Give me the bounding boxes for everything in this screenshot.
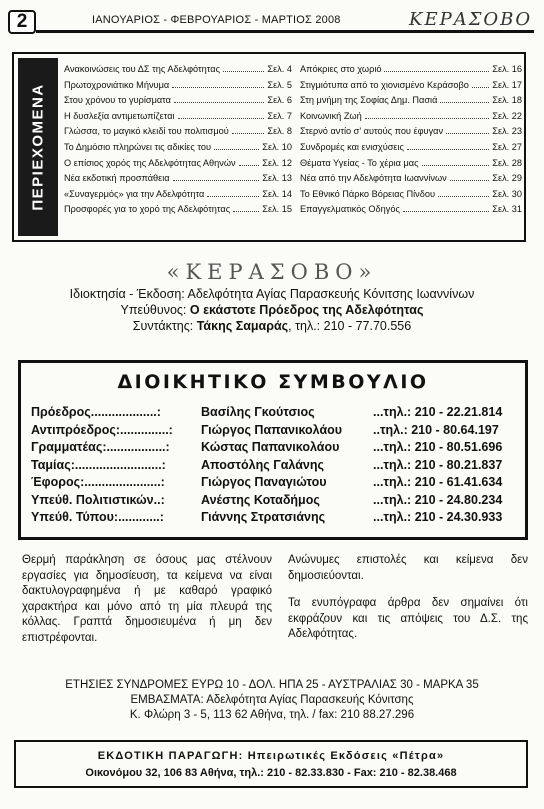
toc-leader-dots <box>233 211 259 212</box>
toc-leader-dots <box>407 149 489 150</box>
responsible-line <box>0 302 544 318</box>
toc-entry-title: Πρωτοχρονιάτικο Μήνυμα <box>64 79 170 90</box>
toc-entry-title: Θέματα Υγείας - Το χέρια μας <box>300 157 419 168</box>
production-address: Οικονόμου 32, 106 83 Αθήνα, τηλ.: 210 - 82.33.830 - Fax: 210 - 82.38.468 <box>85 767 457 779</box>
contents-heading: ΠΕΡΙΕΧΟΜΕΝΑ <box>29 83 47 211</box>
policy-notice <box>288 553 528 655</box>
toc-entry-title: Νέα από την Αδελφότητα Ιωαννίνων <box>300 173 447 184</box>
board-member-row <box>31 493 515 511</box>
board-member-name: Γιάννης Στρατσιάνης <box>201 510 326 524</box>
toc-entry-page: Σελ. 6 <box>267 95 292 106</box>
board-member-role: Υπεύθ. Πολιτιστικών..: <box>31 492 165 507</box>
submission-notice-text: Θερμή παράκληση σε όσους μας στέλνουν εργασίες για δημοσίευση, τα κείμενα να είναι δακτυλογραφημένα ή με καθαρό γραφικό χαρακτήρα και μόνο από τη μία πλευρά της κόλλας. Γραπτά δημοσιευμένα ή μη δεν επιστρέφονται. <box>22 554 272 644</box>
board-member-phone: ...τηλ.: 210 - 80.21.837 <box>373 457 503 472</box>
header-rule <box>36 30 534 33</box>
toc-entry-page: Σελ. 31 <box>492 204 522 215</box>
toc-leader-dots <box>174 102 264 103</box>
toc-leader-dots <box>403 211 489 212</box>
toc-leader-dots <box>207 196 259 197</box>
contents-heading-tab <box>18 58 58 236</box>
toc-entry-title: Ο επίσιος χορός της Αδελφότητας Αθηνών <box>64 157 236 168</box>
board-member-row <box>31 475 515 493</box>
toc-entry-page: Σελ. 10 <box>262 141 292 152</box>
newsletter-title: ΚΕΡΑΣΟΒΟ <box>406 9 535 30</box>
toc-entry-page: Σελ. 15 <box>262 204 292 215</box>
toc-entry <box>64 111 292 127</box>
toc-entry <box>300 111 522 127</box>
board-member-name: Κώστας Παπανικολάου <box>201 440 340 454</box>
board-member-name: Γιώργος Παπανικολάου <box>201 422 343 437</box>
board-title: ΔΙΟΙΚΗΤΙΚΟ ΣΥΜΒΟΥΛΙΟ <box>117 371 429 393</box>
toc-entry-title: Προσφορές για το χορό της Αδελφότητας <box>64 204 231 215</box>
toc-entry-title: Νέα εκδοτική προσπάθεια <box>64 173 170 184</box>
editor-phone: , τηλ.: 210 - 77.70.556 <box>288 319 412 333</box>
toc-leader-dots <box>446 133 489 134</box>
toc-entry <box>64 95 292 111</box>
subscription-rates: ΕΤΗΣΙΕΣ ΣΥΝΔΡΟΜΕΣ ΕΥΡΩ 10 - ΔΟΛ. ΗΠΑ 25 - ΑΥΣΤΡΑΛΙΑΣ 30 - ΜΑΡΚΑ 35 <box>65 679 479 691</box>
toc-entry-title: Γλώσσα, το μαγικό κλειδί του πολιτισμού <box>64 126 229 137</box>
toc-entry-page: Σελ. 14 <box>262 188 292 199</box>
board-member-phone: ...τηλ.: 210 - 80.51.696 <box>373 440 503 454</box>
toc-entry-title: Το Εθνικό Πάρκο Βόρειας Πίνδου <box>300 188 436 199</box>
board-member-role: Έφορος:......................: <box>31 475 165 489</box>
toc-leader-dots <box>239 165 260 166</box>
board-member-role: Υπεύθ. Τύπου:............: <box>31 510 164 524</box>
toc-entry-title: Στη μνήμη της Σοφίας Δημ. Πασιά <box>300 95 438 106</box>
toc-entry-page: Σελ. 22 <box>492 110 522 121</box>
editor-line <box>0 318 544 334</box>
table-of-contents <box>12 52 526 242</box>
toc-entry-title: Συνδρομές και ενισχύσεις <box>300 141 404 152</box>
responsible-value: Ο εκάστοτε Πρόεδρος της Αδελφότητας <box>189 303 424 317</box>
toc-entry-title: Ανακοινώσεις του ΔΣ της Αδελφότητας <box>64 64 220 74</box>
toc-entry <box>64 158 292 174</box>
toc-entry-page: Σελ. 8 <box>267 126 292 137</box>
page-header <box>6 8 538 38</box>
toc-leader-dots <box>365 118 490 119</box>
toc-entry <box>300 80 522 96</box>
toc-entry-title: Το Δημόσιο πληρώνει τις αδικίες του <box>64 141 211 152</box>
board-member-role: Αντιπρόεδρος:..............: <box>31 422 173 437</box>
board-member-name: Γιώργος Παναγιώτου <box>201 475 327 489</box>
toc-entry <box>300 95 522 111</box>
toc-entry-title: Στιγμιότυπα από το χιονισμένο Κεράσοβο <box>300 79 469 90</box>
board-member-phone: ...τηλ.: 210 - 24.30.933 <box>373 510 503 524</box>
toc-entry <box>300 158 522 174</box>
toc-entry-page: Σελ. 23 <box>492 126 522 137</box>
toc-entry-page: Σελ. 5 <box>267 79 292 90</box>
toc-leader-dots <box>223 71 264 72</box>
masthead-logo: «ΚΕΡΑΣΟΒΟ» <box>166 260 378 284</box>
toc-entry <box>300 173 522 189</box>
toc-entry-title: Απόκριες στο χωριό <box>300 64 382 74</box>
toc-entry <box>300 126 522 142</box>
board-member-row <box>31 405 515 423</box>
board-of-directors <box>18 360 528 540</box>
toc-entry-page: Σελ. 7 <box>267 110 292 121</box>
toc-entry-title: Επαγγελματικός Οδηγός <box>300 204 400 215</box>
toc-entry-title: Στερνό αντίο σ' αυτούς που έφυγαν <box>300 126 444 137</box>
ownership-line: Ιδιοκτησία - Έκδοση: Αδελφότητα Αγίας Παρασκευής Κόνιτσης Ιωαννίνων <box>69 287 475 301</box>
publishing-production <box>14 740 528 788</box>
production-publisher: ΕΚΔΟΤΙΚΗ ΠΑΡΑΓΩΓΗ: Ηπειρωτικές Εκδόσεις «Πέτρα» <box>97 750 445 762</box>
toc-entry-page: Σελ. 18 <box>492 95 522 106</box>
toc-entry <box>300 204 522 220</box>
anonymous-letters-text: Ανώνυμες επιστολές και κείμενα δεν δημοσιεύονται. <box>288 554 528 582</box>
toc-entry-page: Σελ. 12 <box>262 157 292 168</box>
toc-entry-page: Σελ. 29 <box>492 173 522 184</box>
toc-leader-dots <box>173 180 260 181</box>
toc-leader-dots <box>214 149 259 150</box>
toc-entry-page: Σελ. 30 <box>492 188 522 199</box>
toc-entry <box>64 173 292 189</box>
subscriptions <box>0 678 544 723</box>
board-member-row <box>31 423 515 441</box>
board-member-name: Ανέστης Κοταδήμος <box>201 492 320 507</box>
board-member-row <box>31 510 515 528</box>
board-member-phone: ...τηλ.: 210 - 24.80.234 <box>373 492 503 507</box>
board-member-phone: ..τηλ.: 210 - 80.64.197 <box>373 422 499 437</box>
toc-entry-title: «Συναγερμός» για την Αδελφότητα <box>64 188 205 199</box>
toc-leader-dots <box>232 133 265 134</box>
issue-months: ΙΑΝΟΥΑΡΙΟΣ - ΦΕΒΡΟΥΑΡΙΟΣ - ΜΑΡΤΙΟΣ 2008 <box>92 14 341 26</box>
toc-entry-page: Σελ. 17 <box>492 79 522 90</box>
address-line: Κ. Φλώρη 3 - 5, 113 62 Αθήνα, τηλ. / fax: 210 88.27.296 <box>129 709 415 721</box>
submission-notice <box>22 553 272 658</box>
board-member-phone: ...τηλ.: 210 - 22.21.814 <box>373 405 503 419</box>
board-member-role: Γραμματέας:.................: <box>31 440 170 454</box>
toc-entry <box>300 189 522 205</box>
masthead <box>0 260 544 334</box>
toc-leader-dots <box>472 87 489 88</box>
toc-entry <box>64 126 292 142</box>
remittance-line: ΕΜΒΑΣΜΑΤΑ: Αδελφότητα Αγίας Παρασκευής Κόνιτσης <box>130 694 414 706</box>
toc-right-column <box>300 64 522 220</box>
toc-leader-dots <box>384 71 489 72</box>
toc-entry-page: Σελ. 28 <box>492 157 522 168</box>
page-number: 2 <box>8 10 36 34</box>
board-member-row <box>31 440 515 458</box>
board-member-phone: ...τηλ.: 210 - 61.41.634 <box>373 475 503 489</box>
toc-leader-dots <box>178 118 265 119</box>
responsible-label: Υπεύθυνος: <box>120 303 190 317</box>
editor-label: Συντάκτης: <box>132 319 197 333</box>
board-member-role: Ταμίας:.........................: <box>31 457 166 472</box>
toc-entry-page: Σελ. 16 <box>492 64 522 74</box>
board-member-role: Πρόεδρος...................: <box>31 405 161 419</box>
board-member-name: Αποστόλης Γαλάνης <box>201 457 324 472</box>
editor-name: Τάκης Σαμαράς <box>196 319 289 333</box>
toc-entry <box>64 80 292 96</box>
toc-entry-title: Κοινωνική Ζωή <box>300 110 362 121</box>
toc-entry <box>64 64 292 80</box>
toc-entry <box>64 142 292 158</box>
toc-leader-dots <box>440 102 489 103</box>
signed-articles-text: Τα ενυπόγραφα άρθρα δεν σημαίνει ότι εκφράζουν και τις απόψεις του Δ.Σ. της Αδελφότητας. <box>288 597 528 640</box>
toc-leader-dots <box>438 196 489 197</box>
toc-leader-dots <box>422 165 490 166</box>
board-member-row <box>31 458 515 476</box>
toc-left-column <box>64 64 292 220</box>
board-member-name: Βασίλης Γκούτσιος <box>201 405 315 419</box>
toc-entry-page: Σελ. 13 <box>262 173 292 184</box>
toc-entry-title: Στου χρόνου το γυρίσματα <box>64 95 171 106</box>
toc-entry <box>64 189 292 205</box>
toc-leader-dots <box>172 87 264 88</box>
toc-leader-dots <box>450 180 490 181</box>
toc-entry <box>300 64 522 80</box>
toc-entry <box>300 142 522 158</box>
toc-entry-title: Η δυσλεξία αντιμετωπίζεται <box>64 110 175 121</box>
toc-entry <box>64 204 292 220</box>
toc-entry-page: Σελ. 4 <box>267 64 292 74</box>
toc-entry-page: Σελ. 27 <box>492 141 522 152</box>
board-members-list <box>31 405 515 528</box>
